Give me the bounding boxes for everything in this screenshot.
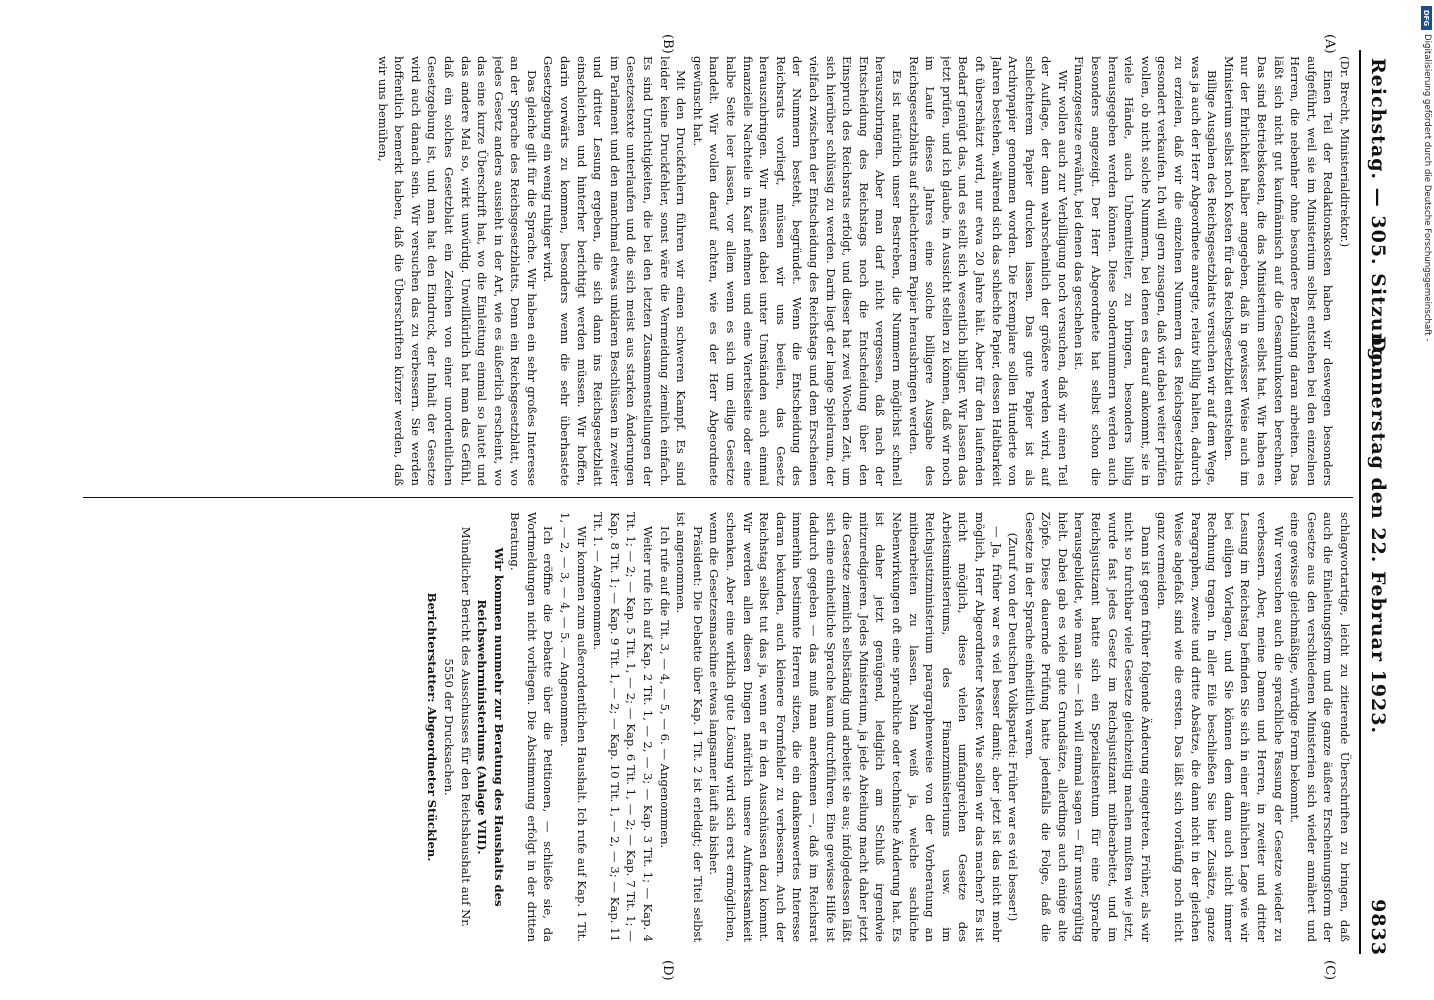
- margin-letter-d: (D): [660, 960, 675, 981]
- right-column: [73, 512, 1353, 942]
- paragraph: Wir kommen zum außerordentlichen Haushalt. Ich rufe auf Kap. 1 Tit. 1, — 2, — 3, — 4, — 5. — Angenommen.: [558, 512, 589, 942]
- paragraph: Wir wollen auch zur Verbilligung noch versuchen, daß wir einen Teil der Auflage, der dann wahrscheinlich der größere werden wird, auf schlechterem Papier drucken lassen. Das gute Papier ist als Archivpapier genommen worden. Die Exemplare sollen Hunderte von Jahren bestehen, während sich das schlechte Papier, dessen Haltbarkeit oft überschätzt wird, nur etwa 20 Jahre hält. Aber für den laufenden Bedarf genügt das, und es stellt sich wesentlich billiger. Wir lassen das jetzt prüfen, und ich glaube, in Aussicht stellen zu können, daß wir noch im Laufe dieses Jahres eine solche billigere Ausgabe des Reichsgesetzblatts auf schlechterem Papier herausbringen werden.: [906, 56, 1070, 486]
- section-heading: Wir kommen nunmehr zur Beratung des Haushalts des Reichswehrministeriums (Anlage VIII).: [475, 547, 506, 907]
- page-header: [1353, 36, 1393, 966]
- paragraph: Wir versuchen auch die sprachliche Fassung der Gesetze wieder zu verbessern. Aber, meine Damen und Herren, in zweiter und dritter Lesung im Reichstag befinden Sie sich in einer ähnlichen Lage wie wir bei eiligen Vorlagen, und Sie können dem dann auch nicht immer Rechnung tragen. In aller Eile beschließen Sie hier Zusätze, ganze Paragraphen, zweite und dritte Absätze, die dann nicht in der gleichen Weise abgefaßt sind wie die ersten. Das läßt sich vorläufig noch nicht ganz vermeiden.: [1155, 512, 1286, 942]
- paragraph: Ich eröffne die Debatte über die Petitionen, — schließe sie, da Wortmeldungen nicht vorliegen. Die Abstimmung erfolgt in der dritten Beratung.: [508, 512, 556, 942]
- left-column: [73, 56, 1353, 486]
- report-note: Mündlicher Bericht des Ausschusses für den Reichshaushalt auf Nr. 5550 der Drucksachen.: [441, 526, 473, 928]
- paragraph: — Ja, früher war es viel besser damit; aber jetzt ist das nicht mehr möglich, Herr Abgeordneter Mester. Wie sollen wir das machen? Es ist nicht möglich, diese vielen umfangreichen Gesetze des Arbeitsministeriums, des Finanzministeriums usw. im Reichsjustizministerium paragraphenweise von der Vorberatung an mitbearbeiten zu lassen. Man weiß ja, welche sachliche Nebenwirkungen oft eine sprachliche oder technische Änderung hat. Es ist daher jetzt genügend, lediglich am Schluß irgendwie mitzuredigieren. Jedes Ministerium, ja jede Abteilung macht daher jetzt die Gesetze ziemlich selbständig und arbeitet sie aus; infolgedessen läßt sich eine einheitliche Sprache kaum durchführen. Eine gewisse Hilfe ist dadurch gegeben — das muß man anerkennen —, daß im Reichsrat immerhin bestimmte Herren sitzen, die ein dankenswertes Interesse daran bekunden, auch kleinere Formfehler zu verbessern. Auch der Reichstag selbst tut das ja, wenn er in den Ausschüssen dazu kommt. Wir werden allen diesen Dingen natürlich unsere Aufmerksamkeit schenken. Aber eine wirklich gute Lösung wird sich erst ermöglichen, wenn die Gesetzesmaschine etwas langsamer läuft als bisher.: [707, 512, 1004, 942]
- paragraph: Ich rufe auf die Tit. 3, — 4, — 5, — 6. — Angenommen.: [657, 526, 672, 849]
- funding-credit-text: Digitalisierung gefördert durch die Deutsche Forschungsgemeinschaft -: [1422, 34, 1432, 342]
- page-number: 9833: [1367, 899, 1389, 956]
- header-date: Donnerstag den 22. Februar 1923.: [1367, 336, 1389, 735]
- margin-letter-a: (A): [1322, 34, 1337, 54]
- rotated-page: [58, 34, 1393, 981]
- paragraph: schlagwortartige, leicht zu zitierende Überschriften zu bringen, daß auch die Einleitungsform und die ganze äußere Erscheinungsform der Gesetze aus den verschiedenen Ministerien sich wieder annähert und eine gewisse gleichmäßige, würdige Form bekommt.: [1288, 512, 1352, 942]
- column-divider: [83, 497, 1353, 498]
- paragraph: Es ist natürlich unser Bestreben, die Nummern möglichst schnell herauszubringen. Aber man darf nicht vergessen, daß nach der Entscheidung des Reichstags noch die Entscheidung über den Einspruch des Reichsrats erfolgt, und dieser hat zwei Wochen Zeit, um sich hierüber schlüssig zu werden. Darin liegt der lange Spielraum, der vielfach zwischen der Entscheidung des Reichstags und dem Erscheinen der Nummern besteht, begründet. Wenn die Entscheidung des Reichsrats vorliegt, müssen wir uns beeilen, das Gesetz herauszubringen. Wir müssen dabei unter Umständen auch einmal finanzielle Nachteile in Kauf nehmen und eine Viertelseite oder eine halbe Seite leer lassen, vor allem wenn es sich um eilige Gesetze handelt. Wir wollen darauf achten, wie es der Herr Abgeordnete gewünscht hat.: [690, 56, 904, 486]
- paragraph: Billige Ausgaben des Reichsgesetzblatts versuchen wir auf dem Wege, was ja auch der Herr Abgeordnete anregte, relativ billig halten, dadurch zu erzielen, daß wir die einzelnen Nummern des Reichsgesetzblatts gesondert verkaufen. Ich will gern zusagen, daß wir dabei weiter prüfen wollen, ob nicht solche Nummern, bei denen es darauf ankommt, sie in viele Hände, auch Unbemittelter, zu bringen, besonders billig herausgegeben werden können. Diese Sondernummern werden auch besonders angezeigt. Der Herr Abgeordnete hat selbst schon die Finanzgesetze erwähnt, bei denen das geschehen ist.: [1072, 56, 1220, 486]
- dfg-logo: DFG: [1421, 6, 1432, 30]
- paragraph: Einen Teil der Redaktionskosten haben wir deswegen besonders aufgeführt, weil sie im Ministerium selbst entstehen bei den einzelnen Herren, die nebenher ohne besondere Bezahlung daran arbeiten. Das läßt sich nicht gut kaufmännisch auf die Gesamtunkosten berechnen. Das sind Betriebskosten, die das Ministerium selbst hat. Wir haben es nur der Ehrlichkeit halber angegeben, daß in gewisser Weise auch im Ministerium selbst noch Kosten für das Reichsgesetzblatt entstehen.: [1221, 56, 1336, 486]
- interjection: (Zuruf von der Deutschen Volkspartei: Früher war es viel besser!): [1006, 532, 1021, 922]
- president-statement: Präsident: Die Debatte über Kap. 1 Tit. 2 ist erledigt; der Titel selbst ist angenommen.: [674, 512, 705, 942]
- funding-credit: [1420, 34, 1432, 594]
- paragraph: Weiter rufe ich auf Kap. 2 Tit. 1, — 2, — 3; — Kap. 3 Tit. 1; — Kap. 4 Tit. 1; — 2; — Kap. 5 Tit. 1, — 2; — Kap. 6 Tit. 1, — 2; — Kap. 7 Tit. 1; — Kap. 8 Tit. 1; — Kap. 9 Tit. 1, — 2; — Kap. 10 Tit. 1, — 2, — 3; — Kap. 11 Tit. 1. — Angenommen.: [591, 512, 656, 942]
- paragraph: Mit den Druckfehlern führen wir einen schweren Kampf. Es sind leider keine Druckfehler, sonst wäre die Vermeidung ziemlich einfach. Es sind Unrichtigkeiten, die bei den letzten Zusammenstellungen der Gesetzestexte unterlaufen und die sich meist aus starken Änderungen im Parlament und den manchmal etwas unklaren Beschlüssen in zweiter und dritter Lesung ergeben, die sich dann ins Reichsgesetzblatt einschleichen und hinterher berichtigt werden müssen. Wir hoffen, darin vorwärts zu kommen, besonders wenn die sehr überhastete Gesetzgebung ein wenig ruhiger wird.: [541, 56, 689, 486]
- header-rule: [1359, 50, 1361, 954]
- margin-letter-c: (C): [1322, 960, 1337, 981]
- rapporteur-line: Berichterstatter: Abgeordneter Stücklen.: [425, 592, 440, 862]
- speaker-line: (Dr. Brecht, Ministerialdirektor.): [1338, 56, 1352, 248]
- header-session: Reichstag. — 305. Sitzung.: [1367, 58, 1389, 370]
- margin-letter-b: (B): [660, 34, 675, 54]
- paragraph: Dann ist gegen früher folgende Änderung eingetreten. Früher, als wir nicht so furchtbar viele Gesetze gleichzeitig machen mußten wie jetzt, wurde fast jedes Gesetz im Reichsjustizamt mitbearbeitet, und im Reichsjustizamt hatte sich ein Spezialistentum für eine Sprache herausgebildet, wie man sie — ich will einmal sagen — für mustergültig hielt. Dabei gab es viele gute Grundsätze, allerdings auch einige alte Zöpfe. Diese dauernde Prüfung hatte jedenfalls die Folge, daß die Gesetze in der Sprache einheitlich waren.: [1022, 512, 1153, 942]
- paragraph: Das gleiche gilt für die Sprache. Wir haben ein sehr großes Interesse an der Sprache des Reichsgesetzblatts. Denn ein Reichsgesetzblatt, wo jedes Gesetz anders aussieht in der Art, wie es äußerlich erscheint, wo das eine kurze Überschrift hat, wo die Einleitung einmal so lautet und das andere Mal so, wirkt unwürdig. Unwillkürlich hat man das Gefühl, daß ein solches Gesetzblatt ein Zeichen von einer unordentlichen Gesetzgebung ist, und man hat den Eindruck, der Inhalt der Gesetze wird auch danach sein. Wir versuchen das zu verbessern. Sie werden hoffentlich bemerkt haben, daß die Überschriften kürzer werden, daß wir uns bemühen,: [375, 56, 539, 486]
